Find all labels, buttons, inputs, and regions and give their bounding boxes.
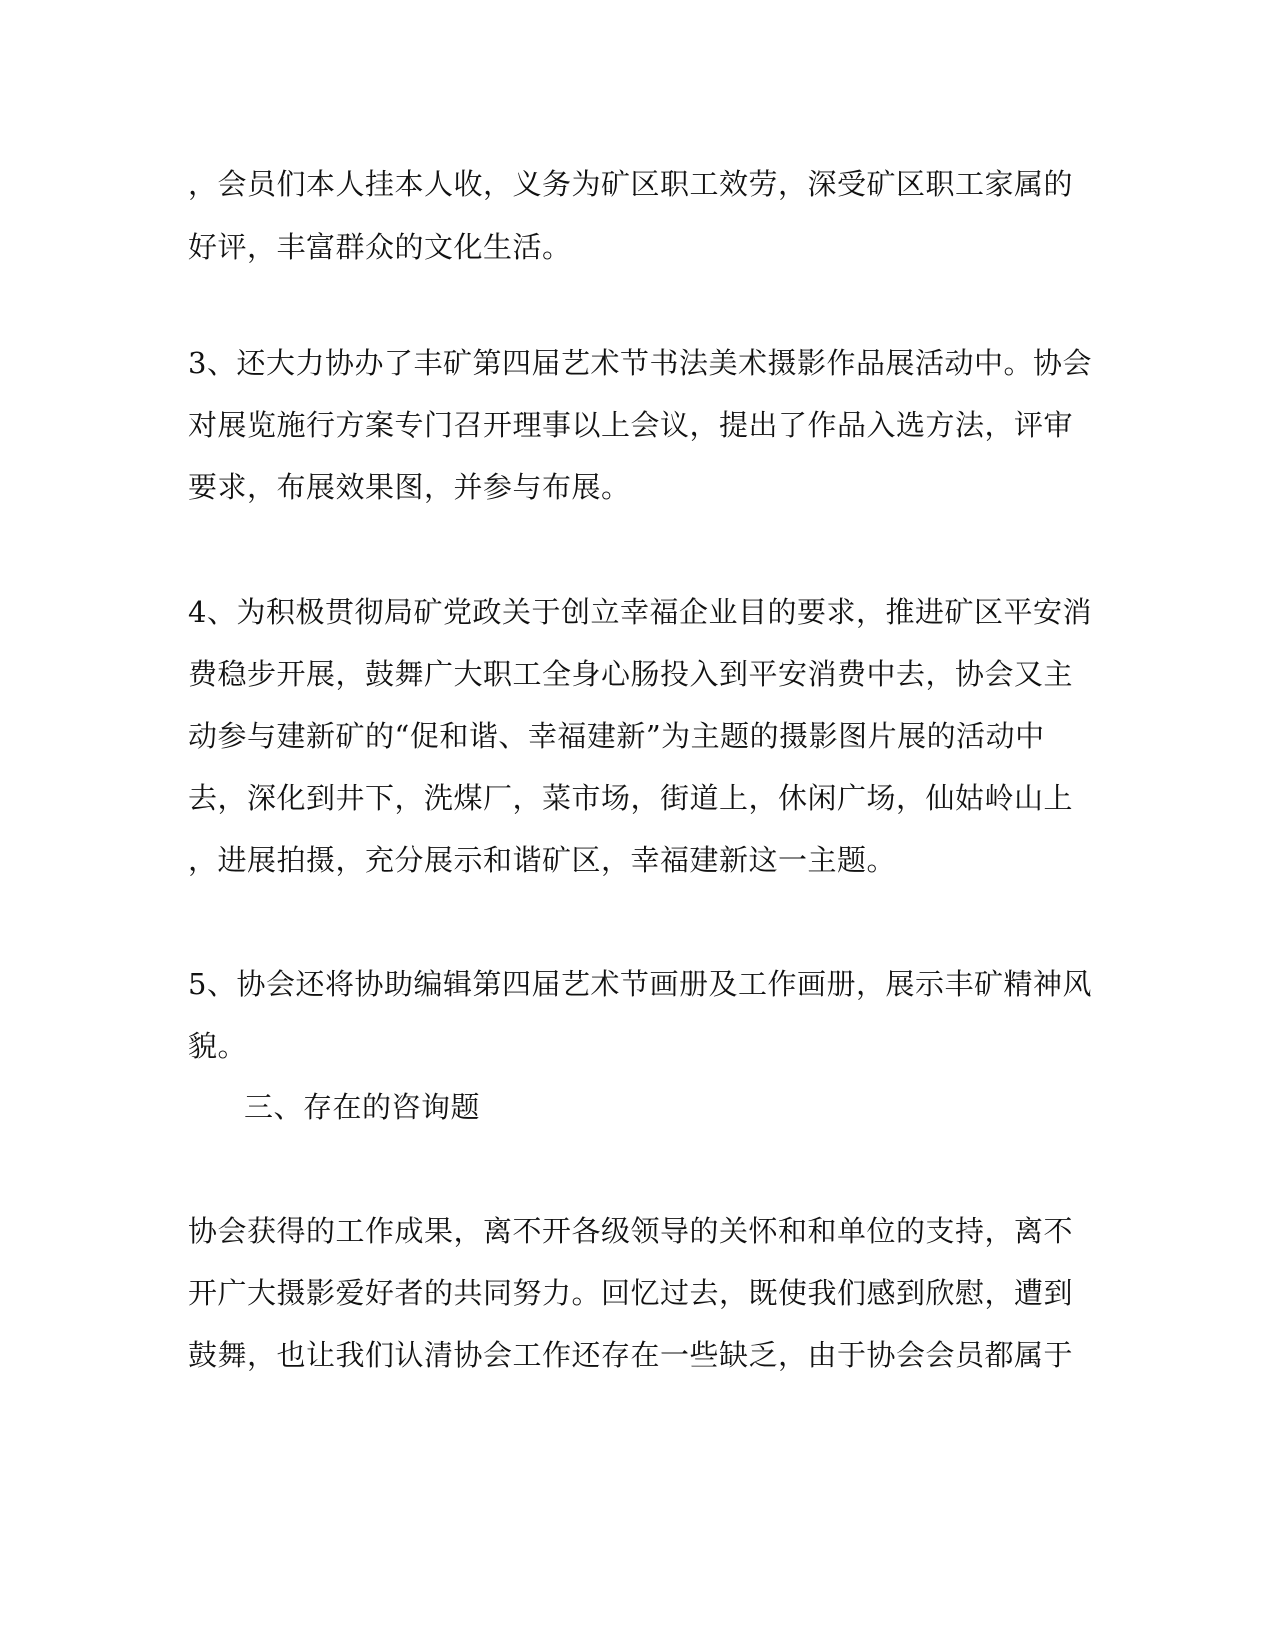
paragraph-1-line-2: 好评，丰富群众的文化生活。 <box>188 230 572 264</box>
paragraph-2-line-2: 对展览施行方案专门召开理事以上会议，提出了作品入选方法，评审 <box>188 408 1074 442</box>
paragraph-5-line-2: 开广大摄影爱好者的共同努力。回忆过去，既使我们感到欣慰，遭到 <box>188 1276 1074 1310</box>
paragraph-3-line-3: 动参与建新矿的“促和谐、幸福建新”为主题的摄影图片展的活动中 <box>188 719 1045 753</box>
paragraph-2-line-3: 要求，布展效果图，并参与布展。 <box>188 470 631 504</box>
paragraph-3-line-1: 4、为积极贯彻局矿党政关于创立幸福企业目的要求，推进矿区平安消 <box>188 595 1092 629</box>
paragraph-3-line-4: 去，深化到井下，洗煤厂，菜市场，街道上，休闲广场，仙姑岭山上 <box>188 781 1074 815</box>
paragraph-2-line-1: 3、还大力协办了丰矿第四届艺术节书法美术摄影作品展活动中。协会 <box>188 346 1092 380</box>
section-heading: 三、存在的咨询题 <box>244 1090 481 1124</box>
paragraph-3-line-5: ，进展拍摄，充分展示和谐矿区，幸福建新这一主题。 <box>188 843 897 877</box>
paragraph-4-line-1: 5、协会还将协助编辑第四届艺术节画册及工作画册，展示丰矿精神风 <box>188 967 1092 1001</box>
paragraph-3-line-2: 费稳步开展，鼓舞广大职工全身心肠投入到平安消费中去，协会又主 <box>188 657 1074 691</box>
paragraph-5-line-1: 协会获得的工作成果，离不开各级领导的关怀和和单位的支持，离不 <box>188 1214 1074 1248</box>
paragraph-5-line-3: 鼓舞，也让我们认清协会工作还存在一些缺乏，由于协会会员都属于 <box>188 1338 1074 1372</box>
paragraph-4-line-2: 貌。 <box>188 1029 248 1063</box>
paragraph-1-line-1: ，会员们本人挂本人收，义务为矿区职工效劳，深受矿区职工家属的 <box>188 167 1074 201</box>
